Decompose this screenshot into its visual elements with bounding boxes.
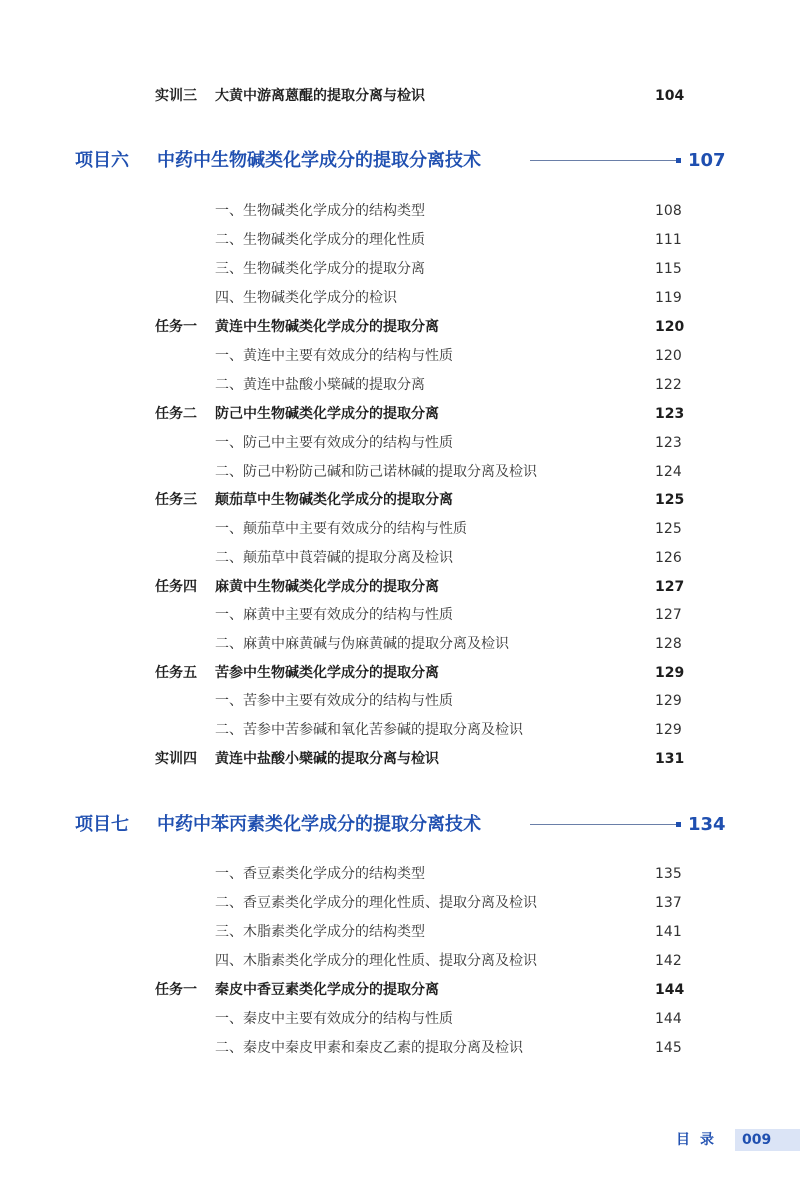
item-page: 124 xyxy=(655,464,682,480)
toc-task-1[interactable] xyxy=(0,315,800,339)
toc-sub-item[interactable] xyxy=(0,689,800,713)
toc-sub-item[interactable] xyxy=(0,228,800,252)
item-title: 二、防己中粉防己碱和防己诺林碱的提取分离及检识 xyxy=(215,464,537,480)
project-6-header[interactable] xyxy=(0,145,800,177)
item-title: 一、秦皮中主要有效成分的结构与性质 xyxy=(215,1011,453,1027)
toc-sub-item[interactable] xyxy=(0,344,800,368)
toc-sub-item[interactable] xyxy=(0,257,800,281)
task-page: 125 xyxy=(655,492,685,508)
project-title: 中药中苯丙素类化学成分的提取分离技术 xyxy=(157,814,481,835)
toc-sub-item[interactable] xyxy=(0,431,800,455)
item-page: 115 xyxy=(655,261,682,277)
item-title: 二、麻黄中麻黄碱与伪麻黄碱的提取分离及检识 xyxy=(215,636,509,652)
item-page: 123 xyxy=(655,435,682,451)
practical-label: 实训四 xyxy=(155,751,197,767)
item-page: 141 xyxy=(655,924,682,940)
item-title: 一、苦参中主要有效成分的结构与性质 xyxy=(215,693,453,709)
item-page: 120 xyxy=(655,348,682,364)
toc-entry-practical-3[interactable] xyxy=(0,84,800,108)
item-page: 119 xyxy=(655,290,682,306)
item-title: 二、生物碱类化学成分的理化性质 xyxy=(215,232,425,248)
project-page: 107 xyxy=(688,150,726,171)
task-page: 123 xyxy=(655,406,685,422)
item-page: 129 xyxy=(655,722,682,738)
item-title: 二、苦参中苦参碱和氧化苦参碱的提取分离及检识 xyxy=(215,722,523,738)
task-title: 苦参中生物碱类化学成分的提取分离 xyxy=(215,665,439,681)
practical-page: 131 xyxy=(655,751,685,767)
project-page: 134 xyxy=(688,814,726,835)
item-page: 122 xyxy=(655,377,682,393)
toc-sub-item[interactable] xyxy=(0,718,800,742)
toc-task-3[interactable] xyxy=(0,488,800,512)
item-page: 108 xyxy=(655,203,682,219)
item-page: 144 xyxy=(655,1011,682,1027)
entry-page: 104 xyxy=(655,88,685,104)
item-title: 一、麻黄中主要有效成分的结构与性质 xyxy=(215,607,453,623)
leader-line xyxy=(530,160,676,161)
task-page: 120 xyxy=(655,319,685,335)
item-page: 135 xyxy=(655,866,682,882)
task-title: 秦皮中香豆素类化学成分的提取分离 xyxy=(215,982,439,998)
item-title: 二、香豆素类化学成分的理化性质、提取分离及检识 xyxy=(215,895,537,911)
toc-sub-item[interactable] xyxy=(0,920,800,944)
item-title: 一、生物碱类化学成分的结构类型 xyxy=(215,203,425,219)
toc-sub-item[interactable] xyxy=(0,286,800,310)
task-label: 任务三 xyxy=(155,492,197,508)
item-page: 111 xyxy=(655,232,682,248)
item-page: 145 xyxy=(655,1040,682,1056)
toc-sub-item[interactable] xyxy=(0,862,800,886)
toc-task-1[interactable] xyxy=(0,978,800,1002)
task-title: 防己中生物碱类化学成分的提取分离 xyxy=(215,406,439,422)
leader-line xyxy=(530,824,676,825)
item-title: 一、香豆素类化学成分的结构类型 xyxy=(215,866,425,882)
toc-task-4[interactable] xyxy=(0,575,800,599)
item-title: 一、防己中主要有效成分的结构与性质 xyxy=(215,435,453,451)
item-page: 137 xyxy=(655,895,682,911)
item-page: 129 xyxy=(655,693,682,709)
leader-dot xyxy=(676,822,681,827)
toc-sub-item[interactable] xyxy=(0,1007,800,1031)
task-title: 颠茄草中生物碱类化学成分的提取分离 xyxy=(215,492,453,508)
task-page: 129 xyxy=(655,665,685,681)
toc-sub-item[interactable] xyxy=(0,460,800,484)
toc-sub-item[interactable] xyxy=(0,546,800,570)
item-title: 一、黄连中主要有效成分的结构与性质 xyxy=(215,348,453,364)
item-page: 125 xyxy=(655,521,682,537)
toc-sub-item[interactable] xyxy=(0,949,800,973)
practical-title: 黄连中盐酸小檗碱的提取分离与检识 xyxy=(215,751,439,767)
project-title: 中药中生物碱类化学成分的提取分离技术 xyxy=(157,150,481,171)
entry-label: 实训三 xyxy=(155,88,197,104)
task-label: 任务二 xyxy=(155,406,197,422)
task-title: 黄连中生物碱类化学成分的提取分离 xyxy=(215,319,439,335)
project-number: 项目七 xyxy=(75,814,129,835)
item-page: 127 xyxy=(655,607,682,623)
item-title: 一、颠茄草中主要有效成分的结构与性质 xyxy=(215,521,467,537)
task-page: 127 xyxy=(655,579,685,595)
item-page: 128 xyxy=(655,636,682,652)
toc-task-5[interactable] xyxy=(0,661,800,685)
project-7-header[interactable] xyxy=(0,809,800,841)
item-title: 四、生物碱类化学成分的检识 xyxy=(215,290,397,306)
footer-section-label: 目录 xyxy=(676,1132,724,1148)
task-label: 任务五 xyxy=(155,665,197,681)
item-page: 142 xyxy=(655,953,682,969)
toc-sub-item[interactable] xyxy=(0,517,800,541)
item-title: 二、秦皮中秦皮甲素和秦皮乙素的提取分离及检识 xyxy=(215,1040,523,1056)
footer-page-number: 009 xyxy=(742,1132,772,1148)
task-title: 麻黄中生物碱类化学成分的提取分离 xyxy=(215,579,439,595)
entry-title: 大黄中游离蒽醌的提取分离与检识 xyxy=(215,88,425,104)
toc-practical-4[interactable] xyxy=(0,747,800,771)
task-page: 144 xyxy=(655,982,685,998)
toc-sub-item[interactable] xyxy=(0,632,800,656)
task-label: 任务四 xyxy=(155,579,197,595)
item-page: 126 xyxy=(655,550,682,566)
toc-sub-item[interactable] xyxy=(0,199,800,223)
item-title: 二、黄连中盐酸小檗碱的提取分离 xyxy=(215,377,425,393)
toc-sub-item[interactable] xyxy=(0,891,800,915)
task-label: 任务一 xyxy=(155,319,197,335)
toc-sub-item[interactable] xyxy=(0,1036,800,1060)
item-title: 三、木脂素类化学成分的结构类型 xyxy=(215,924,425,940)
toc-sub-item[interactable] xyxy=(0,373,800,397)
item-title: 二、颠茄草中莨菪碱的提取分离及检识 xyxy=(215,550,453,566)
item-title: 三、生物碱类化学成分的提取分离 xyxy=(215,261,425,277)
item-title: 四、木脂素类化学成分的理化性质、提取分离及检识 xyxy=(215,953,537,969)
task-label: 任务一 xyxy=(155,982,197,998)
leader-dot xyxy=(676,158,681,163)
toc-task-2[interactable] xyxy=(0,402,800,426)
toc-sub-item[interactable] xyxy=(0,603,800,627)
project-number: 项目六 xyxy=(75,150,129,171)
